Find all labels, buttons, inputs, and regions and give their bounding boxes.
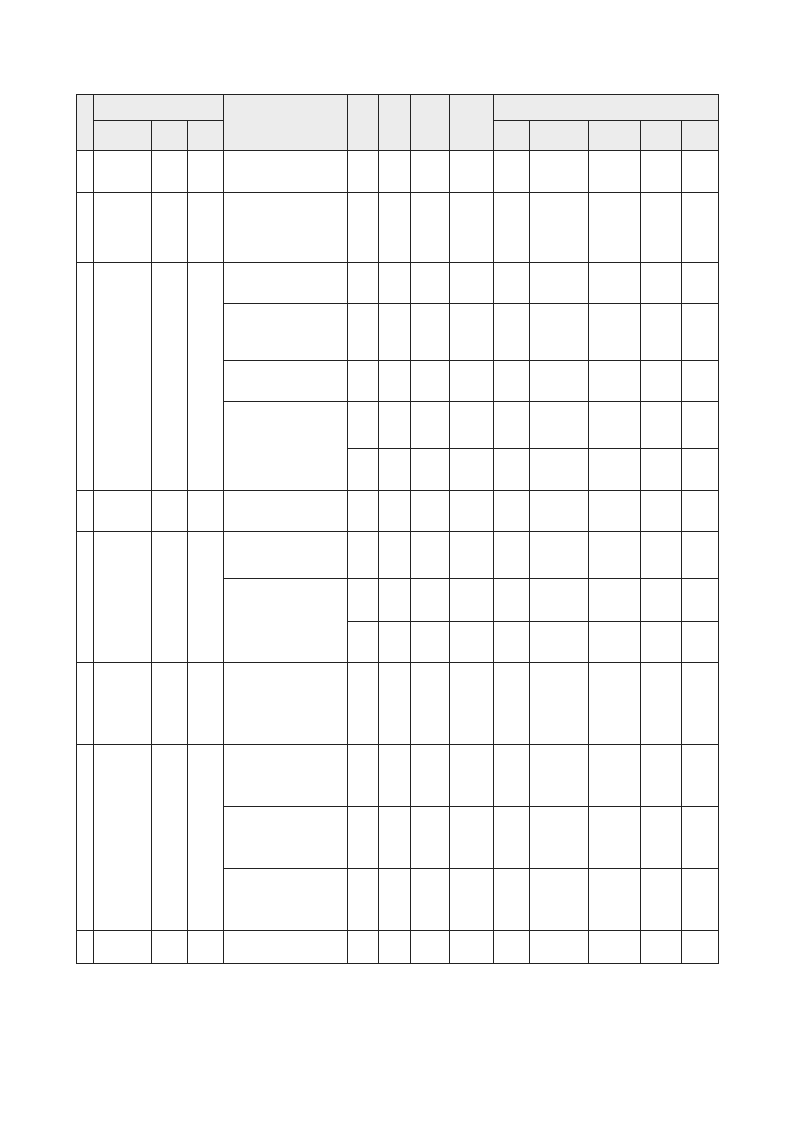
- start-date: [348, 931, 379, 964]
- funding-agency: [411, 663, 450, 745]
- sp-affiliation: [530, 745, 589, 807]
- pi-affiliation: [94, 663, 152, 745]
- end-date: [379, 402, 411, 449]
- table-row: [77, 663, 719, 745]
- end-date: [379, 193, 411, 263]
- end-date: [379, 745, 411, 807]
- project-title: [224, 579, 348, 663]
- end-date: [379, 931, 411, 964]
- sp-affiliation: [530, 304, 589, 361]
- relation: [494, 622, 530, 663]
- sp-name: [641, 931, 682, 964]
- pi-name: [188, 663, 224, 745]
- project-title: [224, 663, 348, 745]
- start-date: [348, 263, 379, 304]
- sp-name: [641, 402, 682, 449]
- sp-name: [641, 869, 682, 931]
- personnel-payment: [682, 807, 719, 869]
- relation: [494, 931, 530, 964]
- funding-amount: [450, 449, 494, 491]
- sp-grade: [589, 402, 641, 449]
- header-seq: [77, 95, 94, 151]
- funding-agency: [411, 304, 450, 361]
- header-amount: [450, 95, 494, 151]
- cell-empty: [188, 151, 224, 193]
- sp-affiliation: [530, 491, 589, 532]
- funding-amount: [450, 491, 494, 532]
- pi-rank: [152, 663, 188, 745]
- relation: [494, 263, 530, 304]
- personnel-payment: [682, 532, 719, 579]
- personnel-payment: [682, 402, 719, 449]
- pi-rank: [152, 263, 188, 491]
- relation: [494, 869, 530, 931]
- relation: [494, 449, 530, 491]
- pi-rank: [152, 193, 188, 263]
- row-number: [77, 745, 94, 931]
- relation: [494, 663, 530, 745]
- table-row: [77, 745, 719, 807]
- cell-empty: [224, 151, 348, 193]
- funding-agency: [411, 491, 450, 532]
- row-number: [77, 663, 94, 745]
- funding-agency: [411, 193, 450, 263]
- sp-grade: [589, 304, 641, 361]
- header-row-1: [77, 95, 719, 121]
- header-sp-pay: [682, 121, 719, 151]
- cell-empty: [641, 151, 682, 193]
- sp-grade: [589, 745, 641, 807]
- cell-empty: [450, 151, 494, 193]
- project-title: [224, 491, 348, 532]
- sp-affiliation: [530, 663, 589, 745]
- header-sp-name: [641, 121, 682, 151]
- relation: [494, 193, 530, 263]
- end-date: [379, 304, 411, 361]
- funding-agency: [411, 263, 450, 304]
- header-sp-affil: [530, 121, 589, 151]
- funding-agency: [411, 622, 450, 663]
- personnel-payment: [682, 263, 719, 304]
- sp-affiliation: [530, 449, 589, 491]
- pi-rank: [152, 931, 188, 964]
- sp-grade: [589, 869, 641, 931]
- sp-grade: [589, 622, 641, 663]
- personnel-payment: [682, 869, 719, 931]
- funding-amount: [450, 402, 494, 449]
- relation: [494, 304, 530, 361]
- relation: [494, 807, 530, 869]
- personnel-payment: [682, 361, 719, 402]
- sp-name: [641, 663, 682, 745]
- table-row: [77, 931, 719, 964]
- funding-agency: [411, 745, 450, 807]
- project-title: [224, 402, 348, 491]
- sp-name: [641, 491, 682, 532]
- pi-name: [188, 745, 224, 931]
- sp-affiliation: [530, 931, 589, 964]
- funding-amount: [450, 304, 494, 361]
- pi-affiliation: [94, 491, 152, 532]
- sp-name: [641, 745, 682, 807]
- sp-grade: [589, 361, 641, 402]
- table-row: [77, 532, 719, 579]
- sp-name: [641, 807, 682, 869]
- sp-name: [641, 361, 682, 402]
- funding-agency: [411, 931, 450, 964]
- funding-amount: [450, 622, 494, 663]
- cell-empty: [682, 151, 719, 193]
- funding-amount: [450, 263, 494, 304]
- personnel-payment: [682, 931, 719, 964]
- start-date: [348, 745, 379, 807]
- funding-agency: [411, 361, 450, 402]
- pi-name: [188, 263, 224, 491]
- header-title: [224, 95, 348, 151]
- cell-empty: [589, 151, 641, 193]
- sp-name: [641, 579, 682, 622]
- funding-amount: [450, 931, 494, 964]
- sp-affiliation: [530, 869, 589, 931]
- personnel-payment: [682, 304, 719, 361]
- end-date: [379, 579, 411, 622]
- funding-amount: [450, 579, 494, 622]
- funding-amount: [450, 745, 494, 807]
- table-row: [77, 263, 719, 304]
- end-date: [379, 622, 411, 663]
- project-title: [224, 532, 348, 579]
- sp-grade: [589, 193, 641, 263]
- row-number: [77, 263, 94, 491]
- cell-empty: [77, 151, 94, 193]
- header-agency: [411, 95, 450, 151]
- sp-affiliation: [530, 532, 589, 579]
- relation: [494, 532, 530, 579]
- header-start: [348, 95, 379, 151]
- end-date: [379, 263, 411, 304]
- end-date: [379, 361, 411, 402]
- sp-grade: [589, 807, 641, 869]
- pi-name: [188, 193, 224, 263]
- sp-grade: [589, 532, 641, 579]
- relation: [494, 402, 530, 449]
- row-number: [77, 532, 94, 663]
- header-sp-grade: [589, 121, 641, 151]
- header-end: [379, 95, 411, 151]
- end-date: [379, 151, 411, 193]
- end-date: [379, 532, 411, 579]
- sp-affiliation: [530, 193, 589, 263]
- row-number: [77, 193, 94, 263]
- sp-grade: [589, 663, 641, 745]
- end-date: [379, 869, 411, 931]
- sp-affiliation: [530, 263, 589, 304]
- pi-affiliation: [94, 745, 152, 931]
- pi-name: [188, 931, 224, 964]
- pi-rank: [152, 491, 188, 532]
- end-date: [379, 663, 411, 745]
- start-date: [348, 532, 379, 579]
- personnel-payment: [682, 622, 719, 663]
- row-number: [77, 931, 94, 964]
- sp-name: [641, 532, 682, 579]
- sp-name: [641, 304, 682, 361]
- start-date: [348, 193, 379, 263]
- row-number: [77, 491, 94, 532]
- sp-name: [641, 193, 682, 263]
- start-date: [348, 304, 379, 361]
- sp-name: [641, 263, 682, 304]
- cell-empty: [94, 151, 152, 193]
- pi-name: [188, 532, 224, 663]
- header-pi-rank: [152, 121, 188, 151]
- funding-agency: [411, 532, 450, 579]
- header-pi-name: [188, 121, 224, 151]
- relation: [494, 579, 530, 622]
- relation: [494, 361, 530, 402]
- sp-affiliation: [530, 807, 589, 869]
- end-date: [379, 491, 411, 532]
- start-date: [348, 869, 379, 931]
- sp-affiliation: [530, 402, 589, 449]
- project-title: [224, 807, 348, 869]
- pi-affiliation: [94, 193, 152, 263]
- start-date: [348, 449, 379, 491]
- project-title: [224, 931, 348, 964]
- project-title: [224, 869, 348, 931]
- cell-empty: [530, 151, 589, 193]
- funding-agency: [411, 402, 450, 449]
- funding-agency: [411, 807, 450, 869]
- project-title: [224, 361, 348, 402]
- research-projects-table: [76, 94, 719, 964]
- personnel-payment: [682, 663, 719, 745]
- sp-grade: [589, 491, 641, 532]
- sp-grade: [589, 263, 641, 304]
- relation: [494, 745, 530, 807]
- pi-affiliation: [94, 532, 152, 663]
- funding-agency: [411, 579, 450, 622]
- relation: [494, 491, 530, 532]
- header-pi-affil: [94, 121, 152, 151]
- sp-grade: [589, 449, 641, 491]
- sp-name: [641, 449, 682, 491]
- project-title: [224, 304, 348, 361]
- header-pi-group: [94, 95, 224, 121]
- sp-grade: [589, 931, 641, 964]
- funding-agency: [411, 449, 450, 491]
- continued-row: [77, 151, 719, 193]
- funding-amount: [450, 663, 494, 745]
- funding-amount: [450, 807, 494, 869]
- sp-affiliation: [530, 361, 589, 402]
- personnel-payment: [682, 193, 719, 263]
- pi-rank: [152, 745, 188, 931]
- funding-amount: [450, 361, 494, 402]
- funding-agency: [411, 869, 450, 931]
- sp-name: [641, 622, 682, 663]
- pi-name: [188, 491, 224, 532]
- funding-amount: [450, 532, 494, 579]
- pi-affiliation: [94, 263, 152, 491]
- start-date: [348, 807, 379, 869]
- end-date: [379, 449, 411, 491]
- table-row: [77, 491, 719, 532]
- start-date: [348, 622, 379, 663]
- start-date: [348, 579, 379, 622]
- start-date: [348, 151, 379, 193]
- project-title: [224, 193, 348, 263]
- start-date: [348, 361, 379, 402]
- project-title: [224, 263, 348, 304]
- personnel-payment: [682, 579, 719, 622]
- cell-empty: [494, 151, 530, 193]
- table-row: [77, 193, 719, 263]
- start-date: [348, 402, 379, 449]
- sp-grade: [589, 579, 641, 622]
- sp-affiliation: [530, 622, 589, 663]
- cell-empty: [152, 151, 188, 193]
- personnel-payment: [682, 491, 719, 532]
- funding-amount: [450, 869, 494, 931]
- project-title: [224, 745, 348, 807]
- start-date: [348, 491, 379, 532]
- personnel-payment: [682, 745, 719, 807]
- pi-rank: [152, 532, 188, 663]
- sp-affiliation: [530, 579, 589, 622]
- end-date: [379, 807, 411, 869]
- cell-empty: [411, 151, 450, 193]
- header-sp-rel: [494, 121, 530, 151]
- start-date: [348, 663, 379, 745]
- header-sp-group: [494, 95, 719, 121]
- funding-amount: [450, 193, 494, 263]
- personnel-payment: [682, 449, 719, 491]
- pi-affiliation: [94, 931, 152, 964]
